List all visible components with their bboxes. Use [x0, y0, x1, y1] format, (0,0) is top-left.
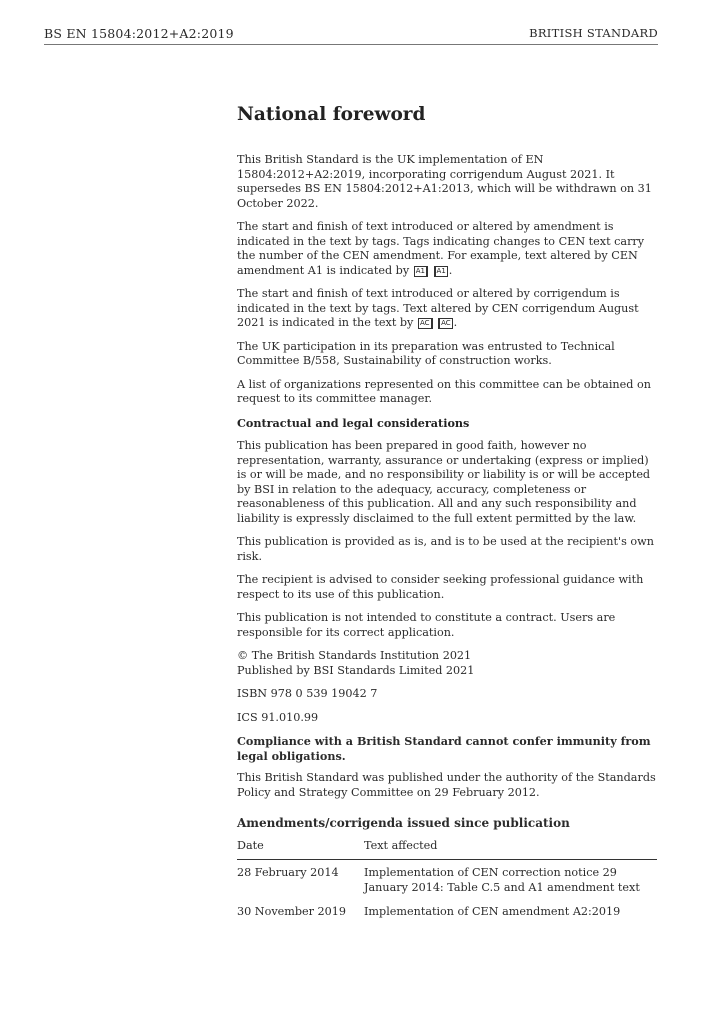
- isbn-line: ISBN 978 0 539 19042 7: [237, 687, 378, 700]
- contractual-paragraph-guidance: The recipient is advised to consider seeking professional guidance with respect to its use of this publication.: [237, 573, 644, 601]
- corrigendum-tags-text: The start and finish of text introduced or altered by corrigendum is indicated in the text by tags. Text altered by CEN corrigendum August 2021 is indicated in the text by: [237, 287, 639, 329]
- copyright-line: © The British Standards Institution 2021: [237, 649, 472, 662]
- ac-close-tag-icon: AC: [438, 318, 453, 329]
- a1-close-tag-icon: A1: [434, 266, 448, 277]
- publisher-line: Published by BSI Standards Limited 2021: [237, 663, 475, 677]
- foreword-paragraph-corrigendum-tags: [237, 287, 657, 331]
- foreword-paragraph-implementation: This British Standard is the UK implementation of EN 15804:2012+A2:2019, incorporating corrigendum August 2021. It supersedes BS EN 15804:2012+A1:2013, which will be withdrawn on 31 October 2022.: [237, 153, 652, 210]
- page-title: National foreword: [237, 104, 426, 125]
- ics-line: ICS 91.010.99: [237, 710, 319, 724]
- table-row: [237, 899, 657, 924]
- amendments-table: [237, 837, 657, 924]
- compliance-heading: Compliance with a British Standard cannot confer immunity from legal obligations.: [237, 734, 651, 763]
- amendment-tags-end: .: [448, 263, 453, 277]
- contractual-paragraph-risk: This publication is provided as is, and is to be used at the recipient's own risk.: [237, 535, 654, 563]
- a1-open-tag-icon: A1: [414, 266, 428, 277]
- amendment-date: 30 November 2019: [237, 905, 347, 918]
- table-row: [237, 860, 657, 900]
- copyright-block: [237, 649, 657, 678]
- header-divider: [44, 44, 658, 45]
- column-header-date: Date: [237, 837, 364, 860]
- foreword-body: [237, 104, 657, 924]
- amendments-heading: Amendments/corrigenda issued since publication: [237, 816, 570, 830]
- contractual-paragraph-contract: This publication is not intended to constitute a contract. Users are responsible for its correct application.: [237, 611, 616, 639]
- foreword-paragraph-organizations: A list of organizations represented on this committee can be obtained on request to its committee manager.: [237, 377, 651, 405]
- amendment-text: Implementation of CEN amendment A2:2019: [364, 905, 621, 918]
- document-identifier: BS EN 15804:2012+A2:2019: [44, 26, 234, 41]
- document-series-label: BRITISH STANDARD: [529, 26, 658, 40]
- amendments-table-header: [237, 837, 657, 860]
- amendment-date: 28 February 2014: [237, 866, 339, 879]
- ac-open-tag-icon: AC: [418, 318, 433, 329]
- contractual-heading: Contractual and legal considerations: [237, 415, 470, 430]
- foreword-paragraph-amendment-tags: [237, 220, 657, 278]
- amendment-text: Implementation of CEN correction notice 29 January 2014: Table C.5 and A1 amendment text: [364, 866, 640, 894]
- corrigendum-tags-end: .: [453, 316, 458, 329]
- amendment-tags-text: The start and finish of text introduced or altered by amendment is indicated in the text by tags. Tags indicating changes to CEN text carry the number of the CEN amendment. For example, text altered by CEN amendment A1 is indicated by: [237, 220, 645, 277]
- column-header-text-affected: Text affected: [364, 837, 657, 860]
- compliance-paragraph: This British Standard was published under the authority of the Standards Policy and Strategy Committee on 29 February 2012.: [237, 771, 656, 799]
- contractual-paragraph-good-faith: This publication has been prepared in good faith, however no representation, warranty, assurance or undertaking (express or implied) is or will be made, and no responsibility or liability is or will be accepted by BSI in relation to the adequacy, accuracy, completeness or reasonableness of this publication. All and any such responsibility and liability is expressly disclaimed to the full extent permitted by the law.: [237, 439, 651, 525]
- foreword-paragraph-committee: The UK participation in its preparation was entrusted to Technical Committee B/558, Sustainability of construction works.: [237, 339, 615, 367]
